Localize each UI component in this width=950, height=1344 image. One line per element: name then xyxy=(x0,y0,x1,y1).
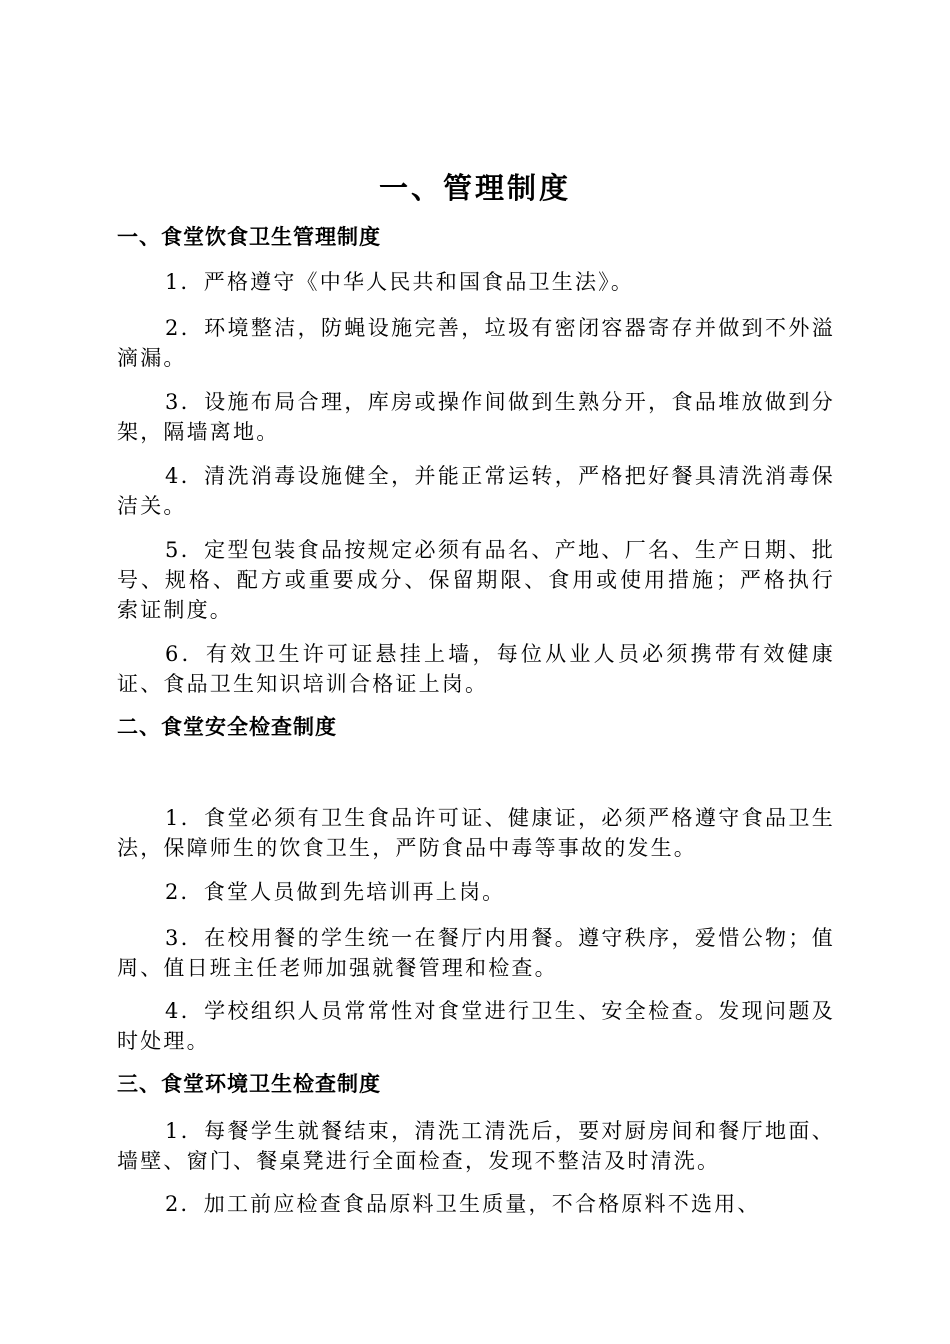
paragraph: 2．食堂人员做到先培训再上岗。 xyxy=(165,880,506,904)
paragraph: 1．食堂必须有卫生食品许可证、健康证，必须严格遵守食品卫生法，保障师生的饮食卫生，严防食品中毒等事故的发生。 xyxy=(117,806,835,860)
document-title: 一、管理制度 xyxy=(378,171,571,205)
paragraph: 4．清洗消毒设施健全，并能正常运转，严格把好餐具清洗消毒保洁关。 xyxy=(117,464,835,518)
paragraph: 2．环境整洁，防蝇设施完善，垃圾有密闭容器寄存并做到不外溢滴漏。 xyxy=(117,316,835,370)
paragraph: 5．定型包装食品按规定必须有品名、产地、厂名、生产日期、批号、规格、配方或重要成分、保留期限、食用或使用措施；严格执行索证制度。 xyxy=(117,538,835,622)
section-heading-1: 一、食堂饮食卫生管理制度 xyxy=(117,225,381,249)
section-heading-3: 三、食堂环境卫生检查制度 xyxy=(117,1072,381,1096)
paragraph: 3．设施布局合理，库房或操作间做到生熟分开，食品堆放做到分架，隔墙离地。 xyxy=(117,390,835,444)
paragraph: 2．加工前应检查食品原料卫生质量，不合格原料不选用、 xyxy=(165,1192,761,1216)
section-heading-2: 二、食堂安全检查制度 xyxy=(117,715,337,739)
paragraph: 6．有效卫生许可证悬挂上墙，每位从业人员必须携带有效健康证、食品卫生知识培训合格证上岗。 xyxy=(117,642,835,696)
paragraph: 4．学校组织人员常常性对食堂进行卫生、安全检查。发现问题及时处理。 xyxy=(117,999,835,1053)
paragraph: 1．严格遵守《中华人民共和国食品卫生法》。 xyxy=(165,270,635,294)
paragraph: 3．在校用餐的学生统一在餐厅内用餐。遵守秩序，爱惜公物；值周、值日班主任老师加强就餐管理和检查。 xyxy=(117,926,835,980)
paragraph: 1．每餐学生就餐结束，清洗工清洗后，要对厨房间和餐厅地面、墙壁、窗门、餐桌凳进行全面检查，发现不整洁及时清洗。 xyxy=(117,1119,835,1173)
